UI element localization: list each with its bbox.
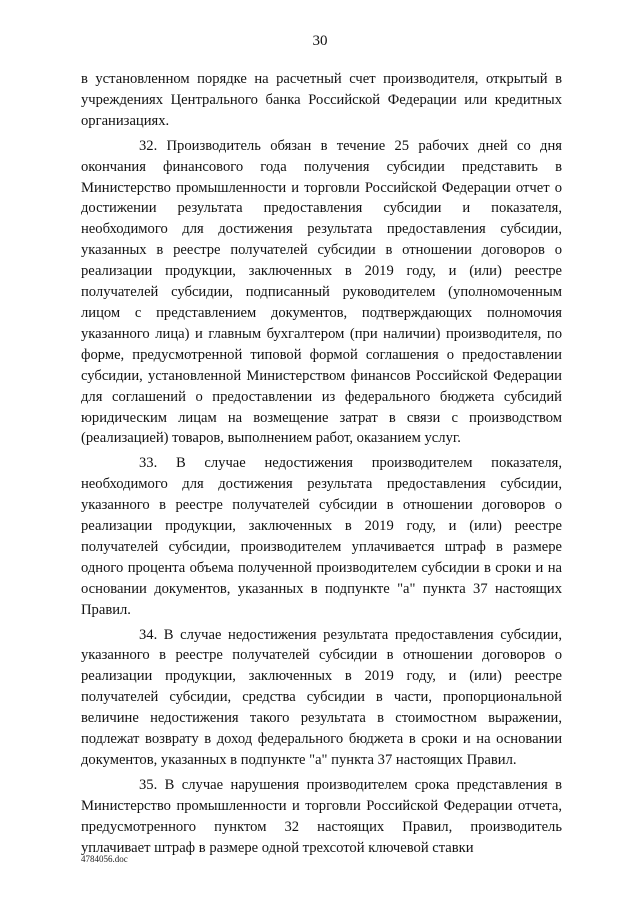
- document-body: [81, 69, 562, 863]
- paragraph-35: 35. В случае нарушения производителем срока представления в Министерство промышленности и торговли Российской Федерации отчета, предусмотренного пунктом 32 настоящих Правил, производитель уплачивает штраф в размере одной трехсотой ключевой ставки: [81, 776, 562, 856]
- paragraph-33: 33. В случае недостижения производителем показателя, необходимого для достижения результата предоставления субсидии, указанного в реестре получателей субсидии в отношении договоров о реализации продукции, заключенных в 2019 году, и (или) реестре получателей субсидии, производителем уплачивается штраф в размере одного процента объема полученной производителем субсидии в сроки и на основании документов, указанных в подпункте "а" пункта 37 настоящих Правил.: [81, 455, 562, 618]
- paragraph-34: 34. В случае недостижения результата предоставления субсидии, указанного в реестре получателей субсидии в отношении договоров о реализации продукции, заключенных в 2019 году, и (или) реестре получателей субсидии, средства субсидии в части, пропорциональной величине недостижения такого результата в стоимостном выражении, подлежат возврату в доход федерального бюджета в сроки и на основании документов, указанных в подпункте "а" пункта 37 настоящих Правил.: [81, 626, 562, 768]
- paragraph-32: 32. Производитель обязан в течение 25 рабочих дней со дня окончания финансового года получения субсидии представить в Министерство промышленности и торговли Российской Федерации отчет о достижении результата предоставления субсидии и показателя, необходимого для достижения результата предоставления субсидии, указанных в реестре получателей субсидии в отношении договоров о реализации продукции, заключенных в 2019 году, и (или) реестре получателей субсидии, подписанный руководителем (уполномоченным лицом с представлением документов, подтверждающих полномочия указанного лица) и главным бухгалтером (при наличии) производителя, по форме, предусмотренной типовой формой соглашения о предоставлении субсидии, установленной Министерством финансов Российской Федерации для соглашений о предоставлении из федерального бюджета субсидий юридическим лицам на возмещение затрат в связи с производством (реализацией) товаров, выполнением работ, оказанием услуг.: [81, 137, 562, 447]
- footer-filename: 4784056.doc: [81, 854, 128, 864]
- paragraph-continuation: в установленном порядке на расчетный счет производителя, открытый в учреждениях Центрального банка Российской Федерации или кредитных организациях.: [81, 71, 562, 129]
- page-number: 30: [312, 33, 328, 49]
